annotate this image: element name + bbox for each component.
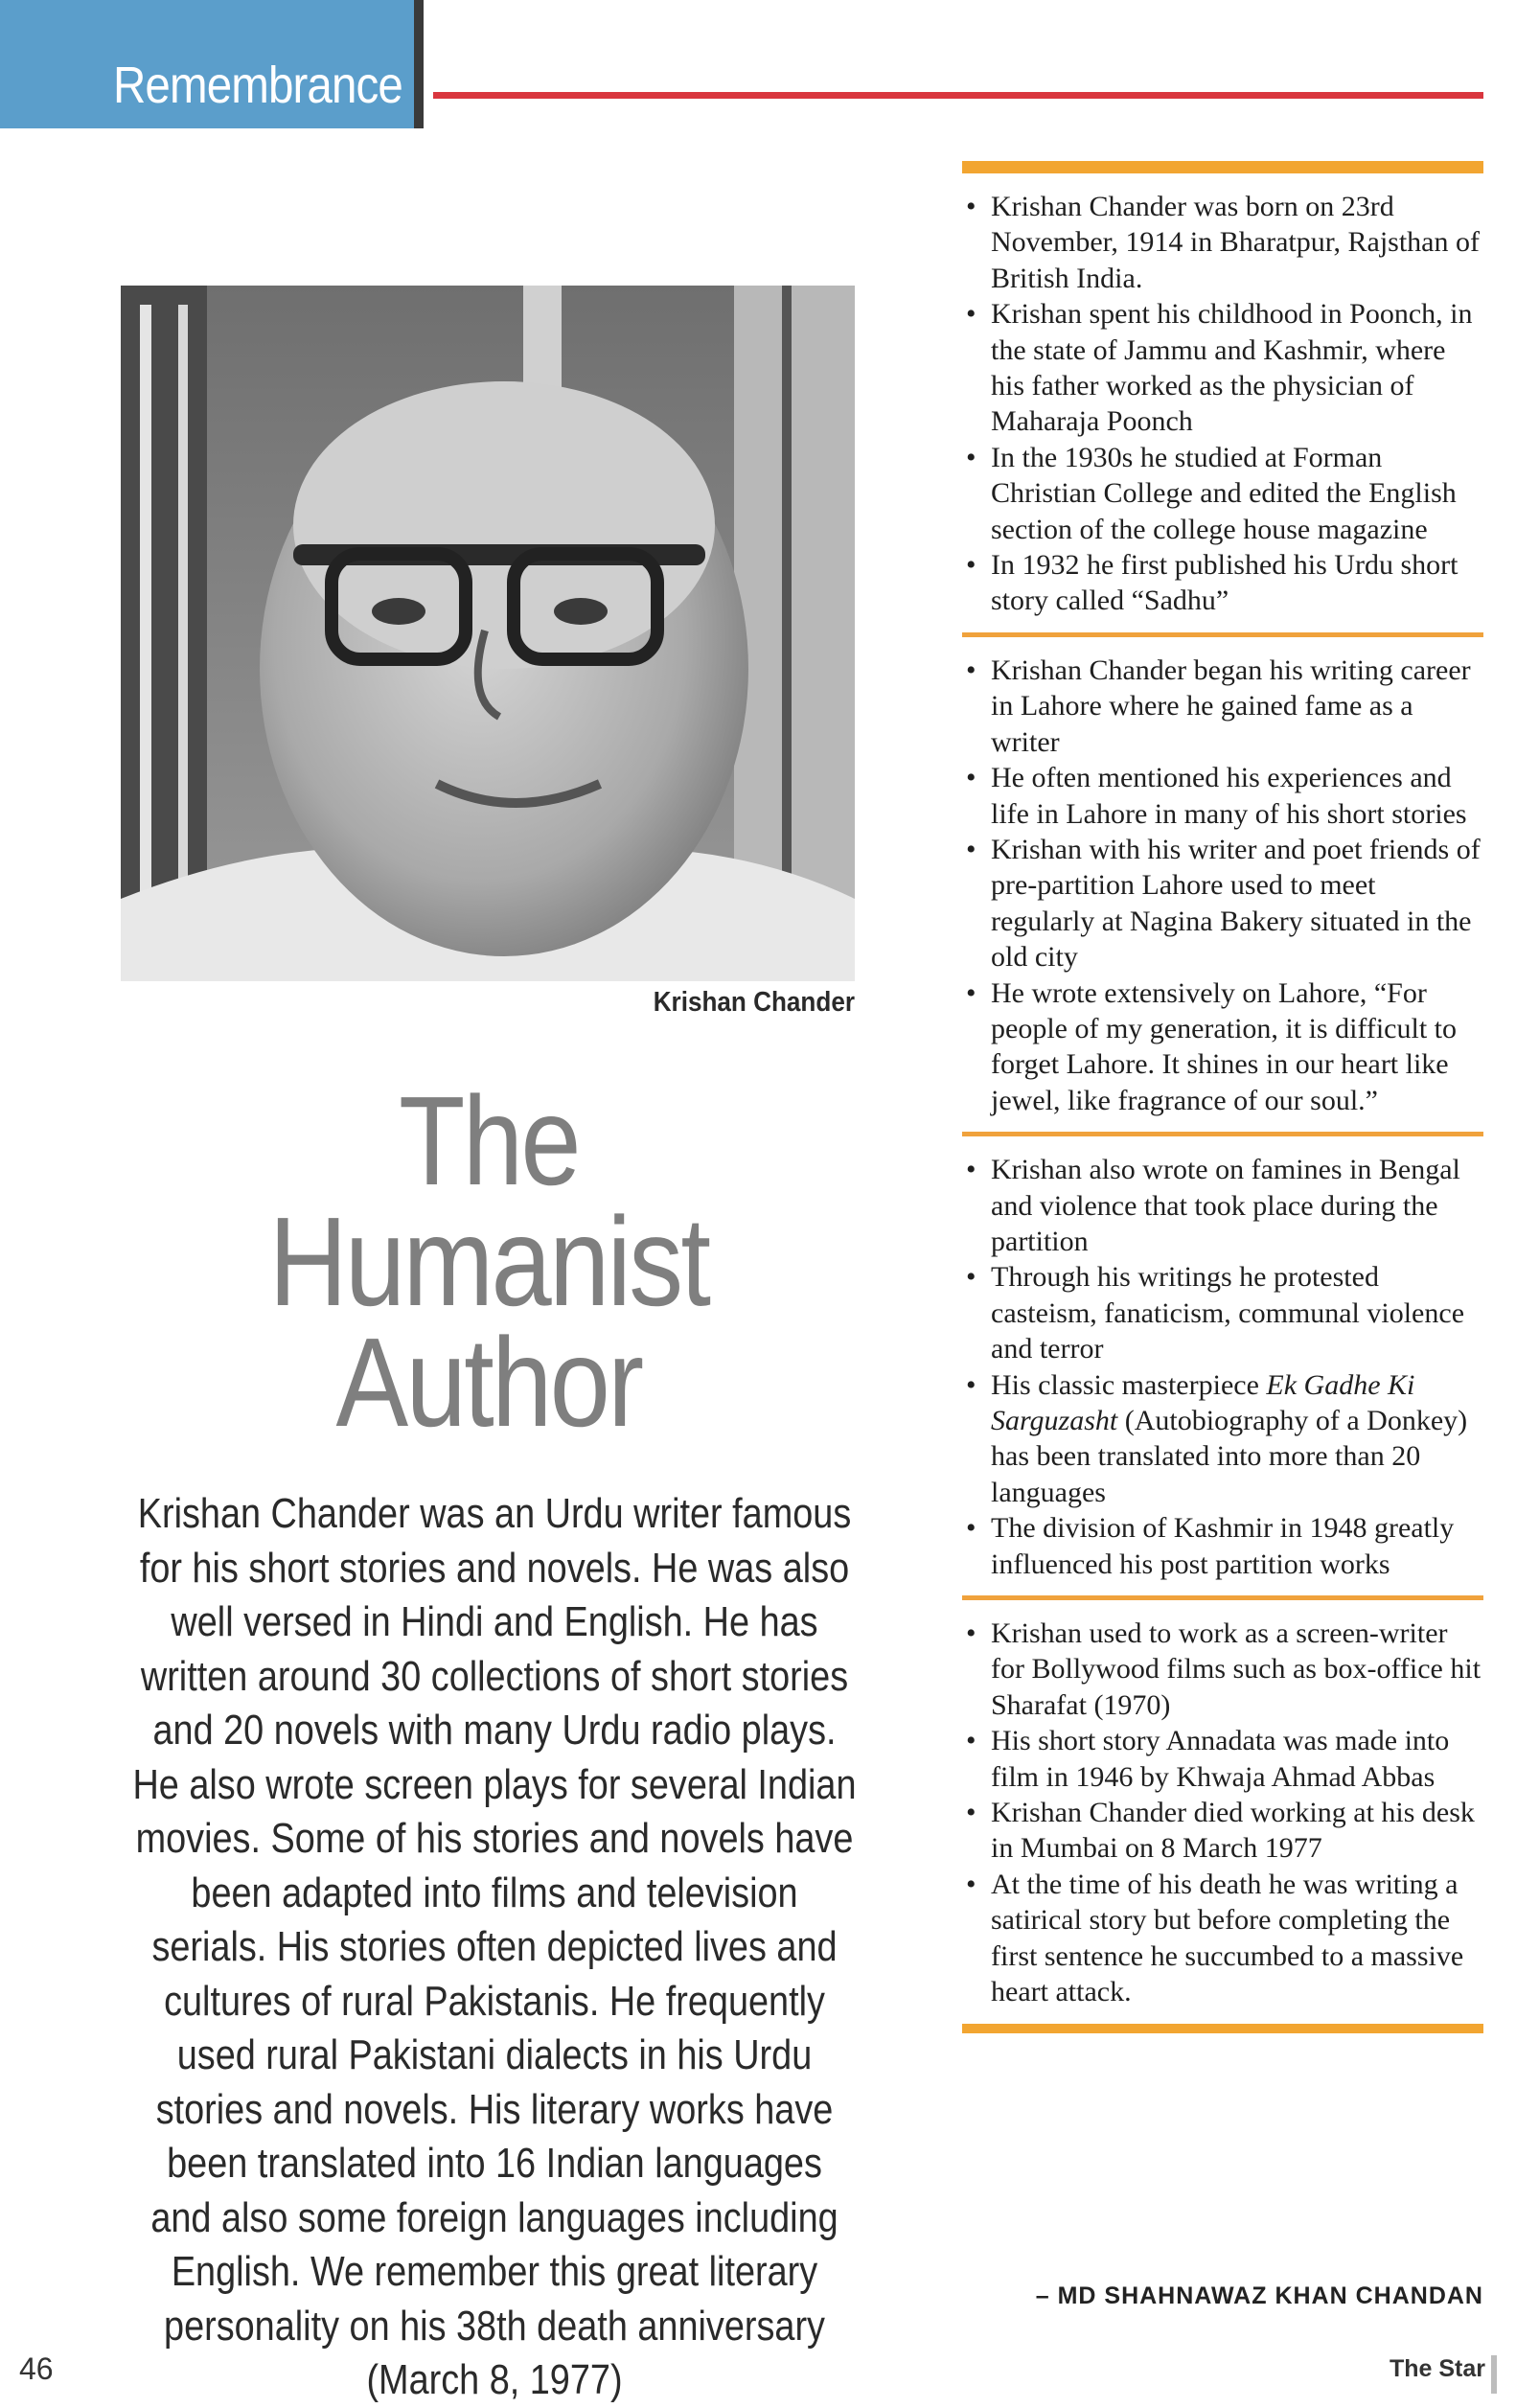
- page-number: 46: [19, 2351, 54, 2386]
- author-photo-image: [121, 286, 855, 981]
- fact-item: • His short story Annadata was made into film in 1946 by Khwaja Ahmad Abbas: [962, 1723, 1483, 1795]
- headline-line: The: [399, 1070, 579, 1211]
- fact-item: • Krishan Chander began his writing career in Lahore where he gained fame as a writer: [962, 653, 1483, 760]
- fact-block: [962, 637, 1483, 1132]
- fact-item: • He often mentioned his experiences and life in Lahore in many of his short stories: [962, 760, 1483, 832]
- author-photo: [121, 286, 855, 981]
- fact-item: • In the 1930s he studied at Forman Christian College and edited the English section of the college house magazine: [962, 440, 1483, 547]
- publication-name: The Star: [1380, 2355, 1497, 2394]
- header-rule: [433, 92, 1483, 99]
- fact-item: • The division of Kashmir in 1948 greatly influenced his post partition works: [962, 1510, 1483, 1582]
- fact-item: • Krishan Chander died working at his desk in Mumbai on 8 March 1977: [962, 1795, 1483, 1867]
- fact-item: • In 1932 he first published his Urdu short story called “Sadhu”: [962, 547, 1483, 619]
- facts-top-rule: [962, 161, 1483, 173]
- fact-item: • Krishan with his writer and poet friends of pre-partition Lahore used to meet regularly at Nagina Bakery situated in the old city: [962, 832, 1483, 975]
- facts-column: [962, 161, 1483, 2033]
- photo-caption: Krishan Chander: [653, 987, 855, 1018]
- article-headline: [144, 1070, 834, 1453]
- fact-item: • Krishan spent his childhood in Poonch, in the state of Jammu and Kashmir, where his father worked as the physician of Maharaja Poonch: [962, 296, 1483, 440]
- fact-block: [962, 1600, 1483, 2023]
- headline-line: Author: [335, 1312, 642, 1453]
- fact-text: His classic masterpiece: [991, 1368, 1267, 1401]
- fact-item: • He wrote extensively on Lahore, “For people of my generation, it is difficult to forget Lahore. It shines in our heart like jewel, like fragrance of our soul.”: [962, 975, 1483, 1119]
- fact-item: • Krishan Chander was born on 23rd November, 1914 in Bharatpur, Rajsthan of British India.: [962, 189, 1483, 296]
- book-title: Ek Gadhe Ki Sarguzasht: [991, 1368, 1415, 1436]
- author-byline: – MD SHAHNAWAZ KHAN CHANDAN: [1035, 2282, 1483, 2309]
- fact-block: [962, 173, 1483, 632]
- fact-text: (Autobiography of a Donkey) has been translated into more than 20 languages: [991, 1405, 1468, 1508]
- fact-item: • Through his writings he protested casteism, fanaticism, communal violence and terror: [962, 1259, 1483, 1366]
- facts-bottom-rule: [962, 2024, 1483, 2033]
- section-title: Remembrance: [113, 57, 402, 114]
- section-header-box: [0, 0, 424, 128]
- fact-block: [962, 1136, 1483, 1595]
- fact-item: • Krishan used to work as a screen-writer for Bollywood films such as box-office hit Sharafat (1970): [962, 1616, 1483, 1723]
- fact-item: • At the time of his death he was writing a satirical story but before completing the first sentence he succumbed to a massive heart attack.: [962, 1867, 1483, 2010]
- fact-item: • Krishan also wrote on famines in Bengal and violence that took place during the partition: [962, 1152, 1483, 1259]
- fact-item: [962, 1367, 1483, 1511]
- intro-text: Krishan Chander was an Urdu writer famous for his short stories and novels. He was also well versed in Hindi and English. He has written around 30 collections of short stories and 20 novels with many Urdu radio plays. He also wrote screen plays for several Indian movies. Some of his stories and novels have been adapted into films and television serials. His stories often depicted lives and cultures of rural Pakistanis. He frequently used rural Pakistani dialects in his Urdu stories and novels. His literary works have been translated into 16 Indian languages and also some foreign languages including English. We remember this great literary personality on his 38th death anniversary (March 8, 1977): [132, 1490, 857, 2403]
- intro-paragraph: [73, 1487, 916, 2408]
- headline-line: Humanist: [268, 1191, 709, 1332]
